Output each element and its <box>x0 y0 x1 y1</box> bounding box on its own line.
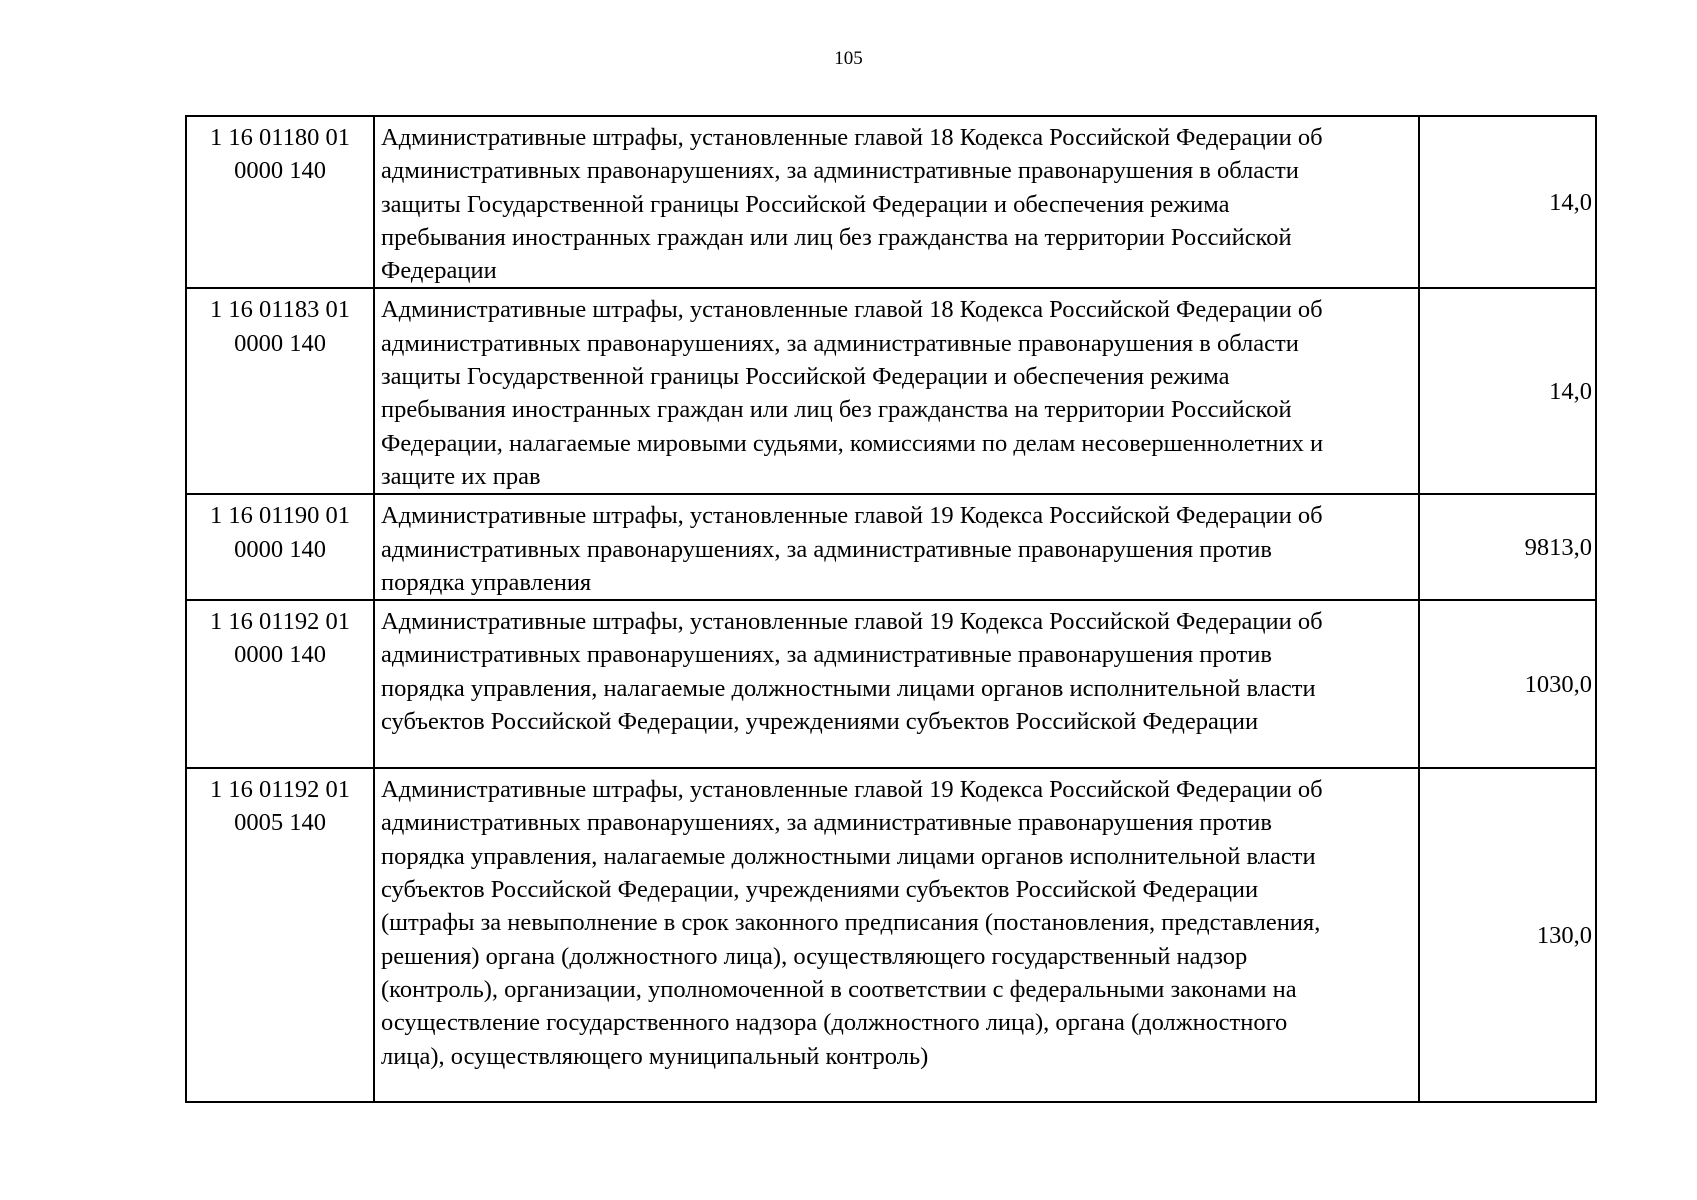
amount-cell: 1030,0 <box>1419 600 1596 768</box>
description-cell: Административные штрафы, установленные главой 19 Кодекса Российской Федерации об административных правонарушениях, за административные правонарушения против порядка управления, налагаемые должностными лицами органов исполнительной власти субъектов Российской Федерации, учреждениями субъектов Российской Федерации (штрафы за невыполнение в срок законного предписания (постановления, представления, решения) органа (должностного лица), осуществляющего государственный надзор (контроль), организации, уполномоченной в соответствии с федеральными законами на осуществление государственного надзора (должностного лица), органа (должностного лица), осуществляющего муниципальный контроль) <box>374 768 1419 1102</box>
amount-cell: 9813,0 <box>1419 494 1596 600</box>
amount-cell: 14,0 <box>1419 288 1596 494</box>
description-cell: Административные штрафы, установленные главой 19 Кодекса Российской Федерации об административных правонарушениях, за административные правонарушения против порядка управления <box>374 494 1419 600</box>
classification-code-cell <box>186 494 374 600</box>
code-line: 1 16 01190 01 <box>210 502 350 530</box>
code-line: 1 16 01192 01 <box>210 608 350 636</box>
description-cell: Административные штрафы, установленные главой 18 Кодекса Российской Федерации об административных правонарушениях, за административные правонарушения в области защиты Государственной границы Российской Федерации и обеспечения режима пребывания иностранных граждан или лиц без гражданства на территории Российской Федерации, налагаемые мировыми судьями, комиссиями по делам несовершеннолетних и защите их прав <box>374 288 1419 494</box>
code-line: 0000 140 <box>234 535 326 563</box>
table-row <box>186 494 1596 600</box>
classification-code-cell <box>186 768 374 1102</box>
table-row <box>186 600 1596 768</box>
code-line: 1 16 01192 01 <box>210 776 350 804</box>
amount-cell: 14,0 <box>1419 116 1596 288</box>
code-line: 1 16 01183 01 <box>210 296 350 324</box>
description-cell: Административные штрафы, установленные главой 19 Кодекса Российской Федерации об административных правонарушениях, за административные правонарушения против порядка управления, налагаемые должностными лицами органов исполнительной власти субъектов Российской Федерации, учреждениями субъектов Российской Федерации <box>374 600 1419 768</box>
description-cell: Административные штрафы, установленные главой 18 Кодекса Российской Федерации об административных правонарушениях, за административные правонарушения в области защиты Государственной границы Российской Федерации и обеспечения режима пребывания иностранных граждан или лиц без гражданства на территории Российской Федерации <box>374 116 1419 288</box>
amount-cell: 130,0 <box>1419 768 1596 1102</box>
table-row <box>186 768 1596 1102</box>
code-line: 0000 140 <box>234 641 326 669</box>
classification-code-cell <box>186 600 374 768</box>
classification-code-cell <box>186 116 374 288</box>
code-line: 0000 140 <box>234 329 326 357</box>
table-row <box>186 288 1596 494</box>
code-line: 1 16 01180 01 <box>210 124 350 151</box>
table-row <box>186 116 1596 288</box>
budget-table <box>185 115 1597 1103</box>
code-line: 0005 140 <box>234 809 326 837</box>
classification-code-cell <box>186 288 374 494</box>
code-line: 0000 140 <box>234 157 326 185</box>
page-number: 105 <box>834 48 863 69</box>
